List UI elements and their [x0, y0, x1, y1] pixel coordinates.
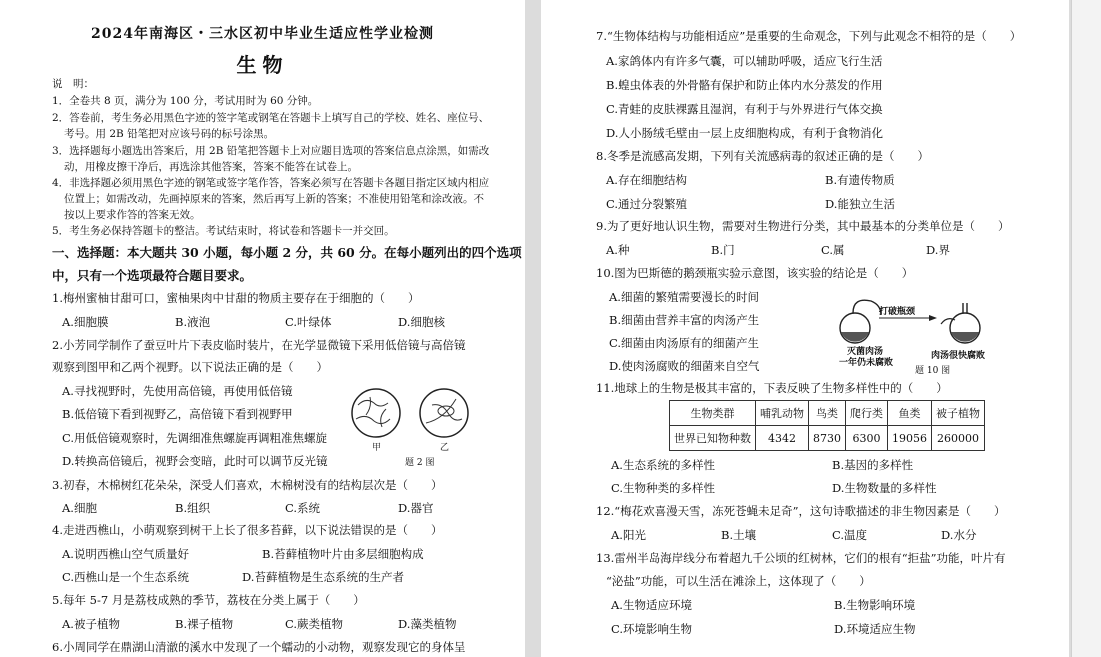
q2-option-a: A.寻找视野时，先使用高倍镜，再使用低倍镜 — [62, 384, 293, 398]
table-cell: 260000 — [932, 426, 985, 451]
q12-option-c: C.温度 — [832, 528, 868, 542]
note-line: 5．考生务必保持答题卡的整洁。考试结束时，将试卷和答题卡一并交回。 — [52, 225, 395, 237]
question-4-stem: 4.走进西樵山，小萌观察到树干上长了很多苔藓，以下说法错误的是（ ） — [52, 523, 443, 537]
figure-caption-q2: 题 2 图 — [405, 458, 435, 468]
q7-option-c: C.青蛙的皮肤裸露且湿润，有利于与外界进行气体交换 — [606, 102, 883, 116]
table-header-cell: 爬行类 — [846, 401, 888, 426]
question-9-stem: 9.为了更好地认识生物，需要对生物进行分类，其中最基本的分类单位是（ ） — [596, 219, 1010, 233]
exam-page-right — [541, 0, 1069, 657]
microscope-fields-figure — [348, 383, 488, 453]
question-1-stem: 1.梅州蜜柚甘甜可口，蜜柚果肉中甘甜的物质主要存在于细胞的（ ） — [52, 291, 420, 305]
figure-label-jia: 甲 — [372, 443, 382, 453]
q11-option-b: B.基因的多样性 — [832, 458, 914, 472]
table-header-cell: 鱼类 — [888, 401, 932, 426]
table-header-cell: 哺乳动物 — [756, 401, 809, 426]
question-6-stem: 6.小周同学在鼎湖山清澈的溪水中发现了一个蠕动的小动物，观察发现它的身体呈 — [52, 640, 466, 654]
q10-option-b: B.细菌由营养丰富的肉汤产生 — [609, 313, 760, 327]
table-header-row — [670, 401, 985, 426]
table-cell: 19056 — [888, 426, 932, 451]
exam-title: 2024年南海区・三水区初中毕业生适应性学业检测 — [91, 26, 434, 42]
question-3-stem: 3.初春，木棉树红花朵朵，深受人们喜欢，木棉树没有的结构层次是（ ） — [52, 478, 443, 492]
q13-option-c: C.环境影响生物 — [611, 622, 693, 636]
note-line: 3．选择题每小题选出答案后，用 2B 铅笔把答题卡上对应题目选项的答案信息点涂黑，如需改 — [52, 145, 490, 157]
figure-label-yi: 乙 — [440, 443, 450, 453]
figure-label-spoiled-fast: 肉汤很快腐败 — [931, 351, 986, 361]
q1-option-c: C.叶绿体 — [285, 315, 332, 329]
table-cell: 世界已知物种数 — [670, 426, 756, 451]
q5-option-b: B.裸子植物 — [175, 617, 234, 631]
q10-option-a: A.细菌的繁殖需要漫长的时间 — [609, 290, 759, 304]
q12-option-a: A.阳光 — [611, 528, 646, 542]
q8-option-c: C.通过分裂繁殖 — [606, 197, 688, 211]
figure-label-break-neck: 打破瓶颈 — [879, 307, 916, 317]
q3-option-b: B.组织 — [175, 501, 211, 515]
q2-option-c: C.用低倍镜观察时，先调细准焦螺旋再调粗准焦螺旋 — [62, 431, 328, 445]
q8-option-b: B.有遗传物质 — [825, 173, 895, 187]
q2-option-b: B.低倍镜下看到视野乙，高倍镜下看到视野甲 — [62, 407, 293, 421]
q10-option-d: D.使肉汤腐败的细菌来自空气 — [609, 359, 760, 373]
q5-option-c: C.蕨类植物 — [285, 617, 344, 631]
note-line: 4．非选择题必须用黑色字迹的钢笔或签字笔作答，答案必须写在答题卡各题目指定区域内相应 — [52, 177, 490, 189]
note-line: 按以上要求作答的答案无效。 — [64, 209, 201, 221]
q12-option-d: D.水分 — [941, 528, 977, 542]
q2-option-d: D.转换高倍镜后，视野会变暗，此时可以调节反光镜 — [62, 454, 328, 468]
note-line: 考号。用 2B 铅笔把对应该号码的标号涂黑。 — [64, 128, 275, 140]
q9-option-a: A.种 — [606, 243, 630, 257]
q1-option-d: D.细胞核 — [398, 315, 445, 329]
note-line: 动，用橡皮擦干净后，再选涂其他答案，答案不能答在试卷上。 — [64, 161, 358, 173]
figure-label-not-spoiled: 一年仍未腐败 — [839, 358, 894, 368]
q3-option-a: A.细胞 — [62, 501, 97, 515]
question-5-stem: 5.每年 5-7 月是荔枝成熟的季节，荔枝在分类上属于（ ） — [52, 593, 365, 607]
q9-option-d: D.界 — [926, 243, 950, 257]
question-8-stem: 8.冬季是流感高发期，下列有关流感病毒的叙述正确的是（ ） — [596, 149, 929, 163]
q3-option-c: C.系统 — [285, 501, 321, 515]
q7-option-d: D.人小肠绒毛壁由一层上皮细胞构成，有利于食物消化 — [606, 126, 883, 140]
table-header-cell: 生物类群 — [670, 401, 756, 426]
figure-caption-q10: 题 10 图 — [915, 366, 951, 376]
q11-option-d: D.生物数量的多样性 — [832, 481, 937, 495]
figure-label-sterile-broth: 灭菌肉汤 — [847, 347, 884, 357]
section-heading: 一、选择题：本大题共 30 小题，每小题 2 分，共 60 分。在每小题列出的四个选项 — [52, 245, 522, 260]
q8-option-a: A.存在细胞结构 — [606, 173, 687, 187]
question-12-stem: 12.“梅花欢喜漫天雪，冻死苍蝇未足奇”，这句诗歌描述的非生物因素是（ ） — [596, 504, 1006, 518]
exam-subject: 生物 — [236, 53, 289, 77]
q3-option-d: D.器官 — [398, 501, 434, 515]
q12-option-b: B.土壤 — [721, 528, 757, 542]
table-cell: 6300 — [846, 426, 888, 451]
q10-option-c: C.细菌由肉汤原有的细菌产生 — [609, 336, 760, 350]
q1-option-b: B.液泡 — [175, 315, 211, 329]
q5-option-a: A.被子植物 — [62, 617, 120, 631]
table-header-cell: 鸟类 — [809, 401, 846, 426]
note-line: 1．全卷共 8 页，满分为 100 分，考试用时为 60 分钟。 — [52, 95, 319, 107]
table-header-cell: 被子植物 — [932, 401, 985, 426]
question-2-stem-cont: 观察到图甲和乙两个视野。以下说法正确的是（ ） — [52, 360, 328, 374]
note-line: 2．答卷前，考生务必用黑色字迹的签字笔或钢笔在答题卡上填写自己的学校、姓名、座位号、 — [52, 112, 490, 124]
notes-title: 说 明： — [52, 78, 94, 90]
q7-option-a: A.家鸽体内有许多气囊，可以辅助呼吸，适应飞行生活 — [606, 54, 883, 68]
question-13-stem-cont: “泌盐”功能，可以生活在滩涂上，这体现了（ ） — [606, 574, 871, 588]
q11-option-a: A.生态系统的多样性 — [611, 458, 715, 472]
exam-page-left — [0, 0, 525, 657]
q13-option-d: D.环境适应生物 — [834, 622, 916, 636]
q13-option-b: B.生物影响环境 — [834, 598, 916, 612]
q4-option-d: D.苔藓植物是生态系统的生产者 — [242, 570, 404, 584]
q8-option-d: D.能独立生活 — [825, 197, 895, 211]
table-row — [670, 426, 985, 451]
question-2-stem: 2.小芳同学制作了蚕豆叶片下表皮临时装片，在光学显微镜下采用低倍镜与高倍镜 — [52, 338, 466, 352]
q1-option-a: A.细胞膜 — [62, 315, 109, 329]
question-11-stem: 11.地球上的生物是极其丰富的，下表反映了生物多样性中的（ ） — [596, 381, 948, 395]
question-7-stem: 7.“生物体结构与功能相适应”是重要的生命观念，下列与此观念不相符的是（ ） — [596, 29, 1022, 43]
table-cell: 8730 — [809, 426, 846, 451]
vertical-scrollbar[interactable] — [1071, 0, 1101, 657]
swan-neck-flask-figure — [833, 296, 1003, 346]
q4-option-c: C.西樵山是一个生态系统 — [62, 570, 190, 584]
table-cell: 4342 — [756, 426, 809, 451]
q4-option-a: A.说明西樵山空气质量好 — [62, 547, 189, 561]
note-line: 位置上；如需改动，先画掉原来的答案，然后再写上新的答案；不准使用铅笔和涂改液。不 — [64, 193, 484, 205]
q5-option-d: D.藻类植物 — [398, 617, 457, 631]
q11-option-c: C.生物种类的多样性 — [611, 481, 716, 495]
section-heading: 中，只有一个选项最符合题目要求。 — [52, 268, 253, 283]
species-count-table — [669, 400, 985, 451]
question-13-stem: 13.雷州半岛海岸线分布着超九千公顷的红树林，它们的根有“拒盐”功能，叶片有 — [596, 551, 1006, 565]
q7-option-b: B.蝗虫体表的外骨骼有保护和防止体内水分蒸发的作用 — [606, 78, 883, 92]
question-10-stem: 10.图为巴斯德的鹅颈瓶实验示意图，该实验的结论是（ ） — [596, 266, 914, 280]
q13-option-a: A.生物适应环境 — [611, 598, 692, 612]
q9-option-c: C.属 — [821, 243, 845, 257]
q9-option-b: B.门 — [711, 243, 735, 257]
q4-option-b: B.苔藓植物叶片由多层细胞构成 — [262, 547, 424, 561]
